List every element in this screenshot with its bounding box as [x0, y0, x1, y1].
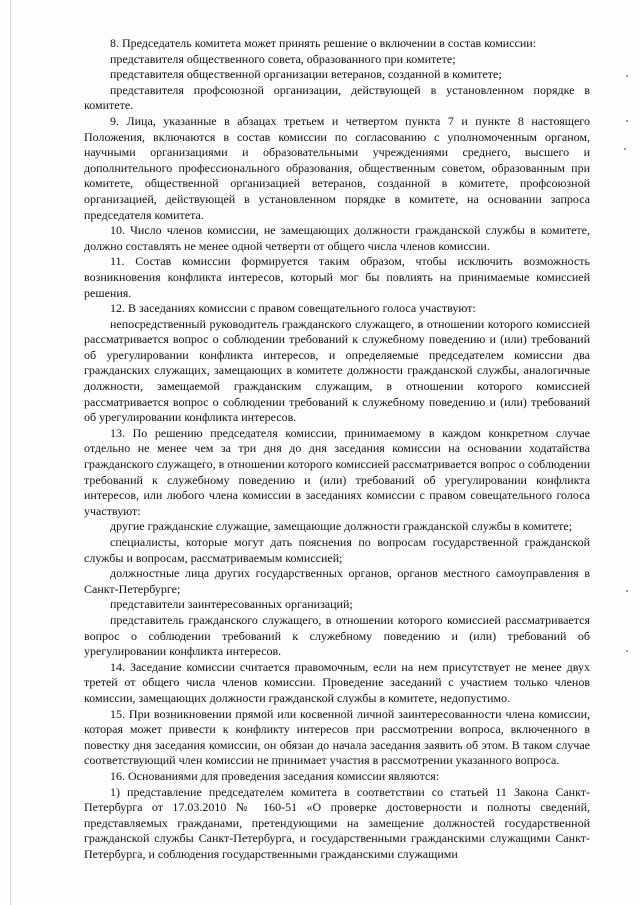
- scan-artifact: [626, 75, 628, 77]
- paragraph: представителя общественного совета, образованного при комитете;: [110, 51, 456, 66]
- paragraph-10: 10. Число членов комиссии, не замещающих должности гражданской службы в комитете, должно составлять не менее одной четверти от общего числа членов комиссии.: [84, 223, 590, 253]
- paragraph-12: 12. В заседаниях комиссии с правом совещательного голоса участвуют:: [110, 301, 476, 316]
- paragraph: представители заинтересованных организаций;: [110, 597, 353, 612]
- scan-artifact: [626, 650, 628, 652]
- paragraph: другие гражданские служащие, замещающие должности гражданской службы в комитете;: [110, 519, 573, 534]
- paragraph: должностные лица других государственных органов, органов местного самоуправления в Санкт-Петербурге;: [84, 566, 590, 596]
- paragraph-14: 14. Заседание комиссии считается правомочным, если на нем присутствует не менее двух третей от общего числа членов комиссии. Проведение заседаний с участием только членов комиссии, замещающих должности гражданской службы в комитете, недопустимо.: [84, 659, 590, 705]
- paragraph: непосредственный руководитель гражданского служащего, в отношении которого комиссией рассматривается вопрос о соблюдении требований к служебному поведению и (или) требований об урегулировании конфликта интересов, и определяемые председателем комиссии два гражданских служащих, замещающих в комитете должности гражданской службы, аналогичные должности, замещаемой гражданским служащим, в отношении которого комиссией рассматривается вопрос о соблюдении требований к служебному поведению и (или) требований об урегулировании конфликта интересов.: [84, 316, 590, 425]
- paragraph-11: 11. Состав комиссии формируется таким образом, чтобы исключить возможность возникновения конфликта интересов, который мог бы повлиять на принимаемые комиссией решения.: [84, 254, 590, 300]
- paragraph: специалисты, которые могут дать пояснения по вопросам государственной гражданской службы и вопросам, рассматриваемым комиссией;: [84, 535, 590, 565]
- paragraph: представителя профсоюзной организации, действующей в установленном порядке в комитете.: [84, 82, 590, 113]
- paragraph-15: 15. При возникновении прямой или косвенной личной заинтересованности члена комиссии, которая может привести к конфликту интересов при рассмотрении вопроса, включенного в повестку дня заседания комиссии, он обязан до начала заседания заявить об этом. В таком случае соответствующий член комиссии не принимает участия в рассмотрении указанного вопроса.: [84, 706, 590, 768]
- paragraph: 1) представление председателем комитета в соответствии со статьей 11 Закона Санкт-Петербурга от 17.03.2010 № 160-51 «О проверке достоверности и полноты сведений, представляемых гражданами, претендующими на замещение должностей государственной гражданской службы Санкт-Петербурга, и государственными гражданскими служащими Санкт-Петербурга, и соблюдения государственными гражданскими служащими: [84, 784, 590, 861]
- paragraph-8: 8. Председатель комитета может принять решение о включении в состав комиссии:: [110, 36, 537, 50]
- scan-artifact: [626, 590, 628, 592]
- scan-artifact: [624, 148, 626, 150]
- scan-edge-line: [10, 0, 11, 905]
- paragraph-16: 16. Основаниями для проведения заседания комиссии являются:: [110, 768, 440, 783]
- paragraph: представитель гражданского служащего, в отношении которого комиссией рассматривается вопрос о соблюдении требований к служебному поведению и (или) требований об урегулировании конфликта интересов.: [84, 612, 590, 659]
- document-body: [84, 36, 590, 862]
- scan-artifact: [626, 120, 628, 122]
- paragraph-13: 13. По решению председателя комиссии, принимаемому в каждом конкретном случае отдельно не менее чем за три дня до дня заседания комиссии на основании ходатайства гражданского служащего, в отношении которого комиссией рассматривается вопрос о соблюдении требований к служебному поведению и (или) требований об урегулировании конфликта интересов, или любого члена комиссии в заседаниях комиссии с правом совещательного голоса участвуют:: [84, 425, 590, 518]
- paragraph-9: 9. Лица, указанные в абзацах третьем и четвертом пункта 7 и пункте 8 настоящего Положения, включаются в состав комиссии по согласованию с уполномоченным органом, научными организациями и образовательными учреждениями среднего, высшего и дополнительного профессионального образования, общественным советом, образованным при комитете, общественной организацией ветеранов, созданной в комитете, профсоюзной организацией, действующей в установленном порядке в комитете, на основании запроса председателя комитета.: [84, 113, 590, 222]
- paragraph: представителя общественной организации ветеранов, созданной в комитете;: [110, 67, 502, 82]
